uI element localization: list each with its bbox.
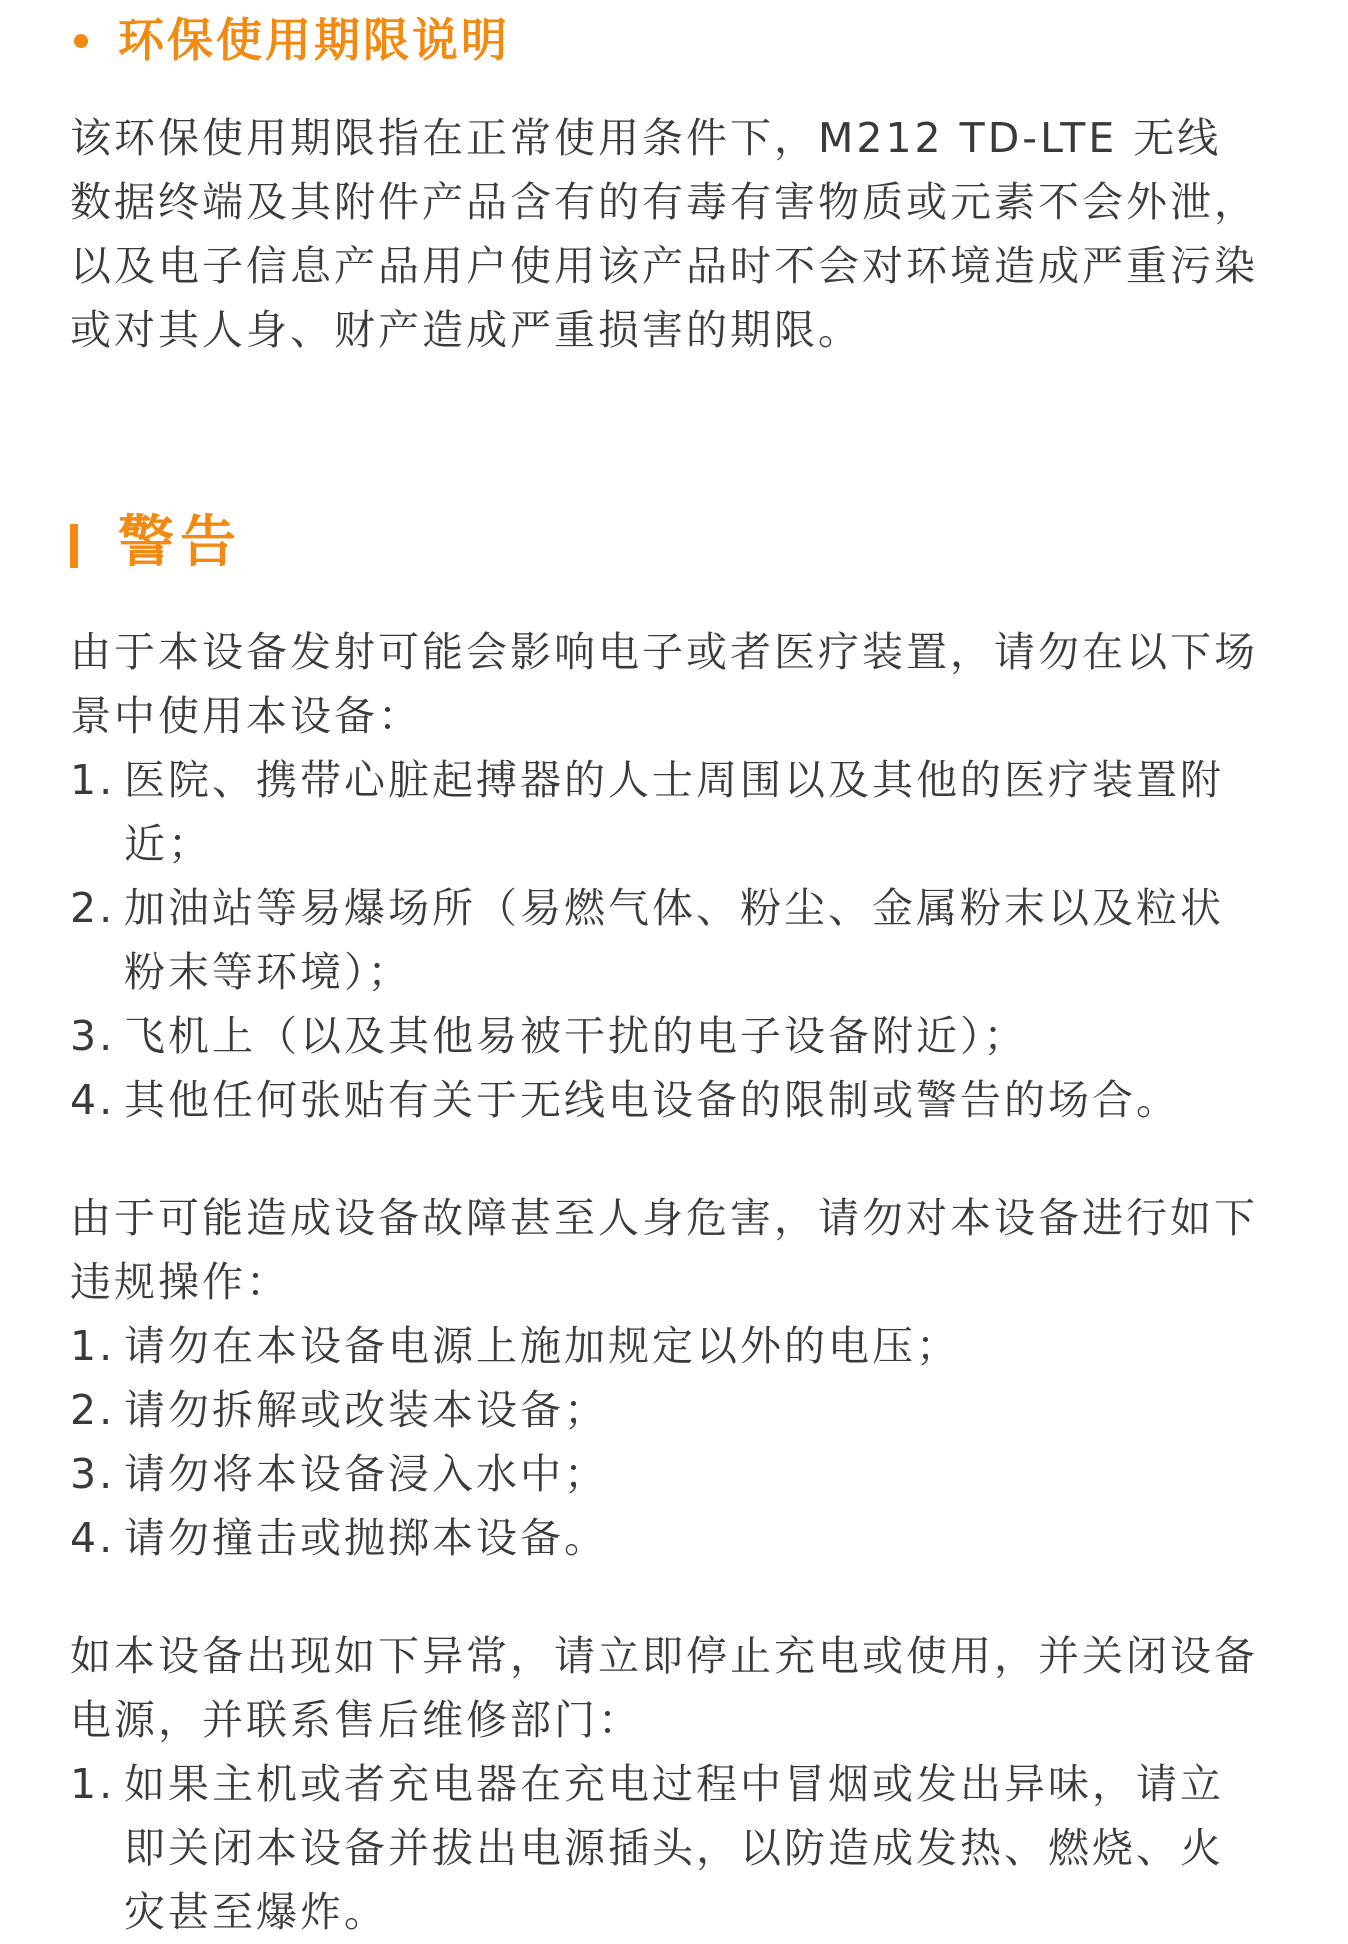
warning-block-intro: 如本设备出现如下异常，请立即停止充电或使用，并关闭设备电源，并联系售后维修部门： [70,1632,1258,1744]
list-item-text: 请勿拆解或改装本设备； [124,1386,608,1434]
list-item [70,1506,1258,1570]
bullet-dot-icon [74,34,88,48]
list-item [70,1378,1258,1442]
list-item-number: 4. [70,1076,116,1124]
env-section-paragraph: 该环保使用期限指在正常使用条件下，M212 TD-LTE 无线数据终端及其附件产品含有的有毒有害物质或元素不会外泄，以及电子信息产品用户使用该产品时不会对环境造成严重污染或对其人身、财产造成严重损害的期限。 [70,114,1258,354]
list-item-number: 4. [70,1514,116,1562]
list-item [70,1442,1258,1506]
list-item [70,1068,1258,1132]
env-section-heading [70,0,1258,80]
warning-list [70,1752,1258,1944]
list-item [70,1752,1258,1944]
warning-block-intro: 由于本设备发射可能会影响电子或者医疗装置，请勿在以下场景中使用本设备： [70,628,1258,740]
list-item [70,1004,1258,1068]
warning-section-heading-text: 警告 [118,510,242,575]
warning-block-operations [70,1186,1258,1570]
list-item-number: 1. [70,1322,116,1370]
warning-section-heading [70,504,1258,582]
warning-block-interference [70,620,1258,1132]
warning-list [70,748,1258,1132]
list-item-number: 3. [70,1012,116,1060]
list-item-text: 其他任何张贴有关于无线电设备的限制或警告的场合。 [124,1076,1180,1124]
list-item-number: 2. [70,884,116,932]
list-item-number: 2. [70,1386,116,1434]
list-item-text: 飞机上（以及其他易被干扰的电子设备附近）； [124,1012,1028,1060]
warning-list [70,1314,1258,1570]
list-item-text: 医院、携带心脏起搏器的人士周围以及其他的医疗装置附近； [124,756,1224,868]
heading-bar-icon [70,524,78,568]
warning-block-abnormal [70,1624,1258,1944]
list-item-text: 如果主机或者充电器在充电过程中冒烟或发出异味，请立即关闭本设备并拔出电源插头，以防造成发热、燃烧、火灾甚至爆炸。 [124,1760,1224,1936]
list-item-number: 1. [70,756,116,804]
list-item-number: 3. [70,1450,116,1498]
list-item-text: 请勿在本设备电源上施加规定以外的电压； [124,1322,960,1370]
list-item [70,748,1258,876]
list-item-text: 请勿撞击或抛掷本设备。 [124,1514,608,1562]
warning-block-intro: 由于可能造成设备故障甚至人身危害，请勿对本设备进行如下违规操作： [70,1194,1258,1306]
list-item-text: 请勿将本设备浸入水中； [124,1450,608,1498]
list-item [70,1314,1258,1378]
list-item [70,876,1258,1004]
list-item-text: 加油站等易爆场所（易燃气体、粉尘、金属粉末以及粒状粉末等环境）； [124,884,1224,996]
env-section-heading-text: 环保使用期限说明 [118,13,510,67]
list-item-number: 1. [70,1760,116,1808]
